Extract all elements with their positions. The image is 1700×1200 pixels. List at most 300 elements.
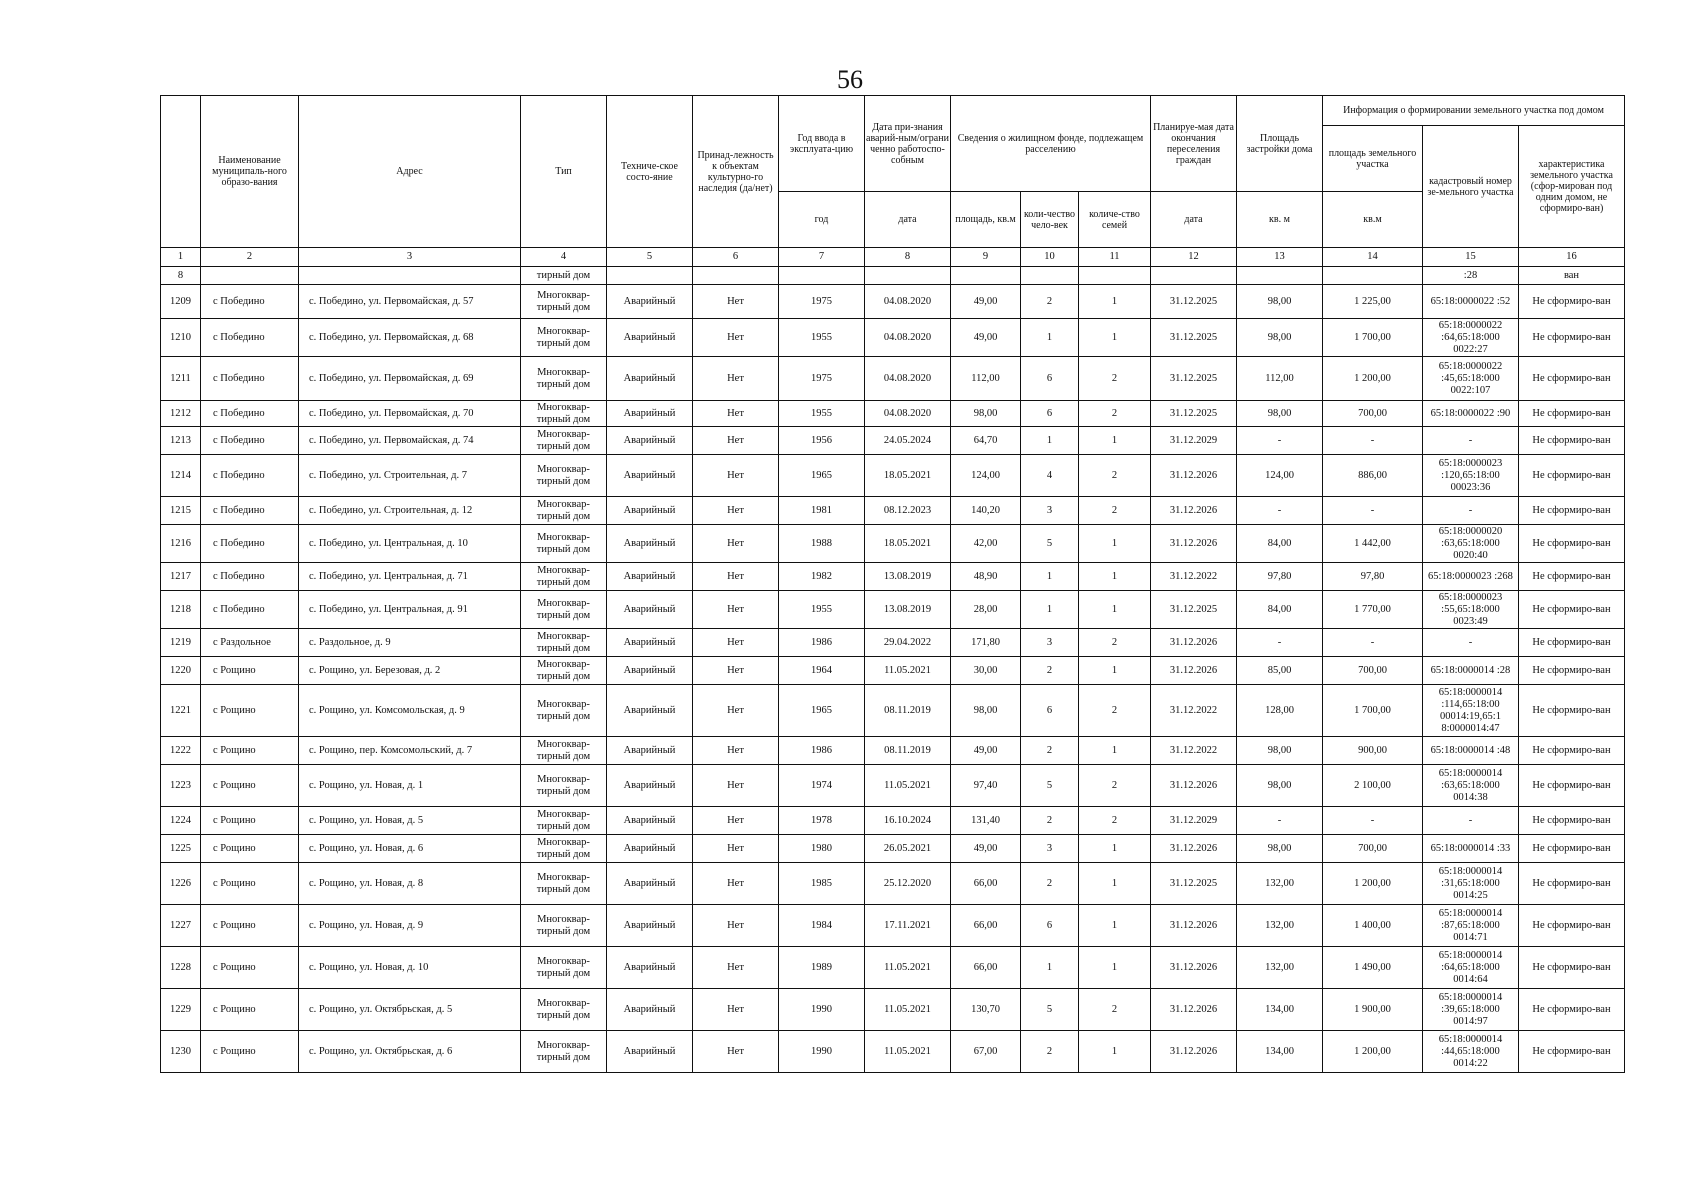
area-cell: 30,00 xyxy=(951,657,1021,685)
cadastral-cell: - xyxy=(1423,807,1519,835)
land-area-cell: 1 770,00 xyxy=(1323,591,1423,629)
families-cell: 1 xyxy=(1079,835,1151,863)
area-cell: 49,00 xyxy=(951,285,1021,319)
built-area-cell: 134,00 xyxy=(1237,1031,1323,1073)
cadastral-cell: 65:18:0000014 :87,65:18:000 0014:71 xyxy=(1423,905,1519,947)
column-number: 5 xyxy=(607,248,693,267)
table-row xyxy=(161,591,1625,629)
cadastral-cell: 65:18:0000022 :45,65:18:000 0022:107 xyxy=(1423,357,1519,401)
row-number: 1219 xyxy=(161,629,201,657)
land-char-cell: Не сформиро-ван xyxy=(1519,947,1625,989)
table-row xyxy=(161,427,1625,455)
condition-cell: Аварийный xyxy=(607,657,693,685)
condition-cell: Аварийный xyxy=(607,497,693,525)
built-area-cell: 98,00 xyxy=(1237,319,1323,357)
land-area-cell: 1 442,00 xyxy=(1323,525,1423,563)
header-cadastral: кадастровый номер зе-мельного участка xyxy=(1423,126,1519,248)
area-cell: 49,00 xyxy=(951,737,1021,765)
header-type: Тип xyxy=(521,96,607,248)
land-area-cell: 700,00 xyxy=(1323,835,1423,863)
families-cell: 2 xyxy=(1079,685,1151,737)
table-row xyxy=(161,525,1625,563)
land-area-cell: - xyxy=(1323,427,1423,455)
year-cell: 1982 xyxy=(779,563,865,591)
header-built-unit: кв. м xyxy=(1237,192,1323,248)
municipality-cell: с Рощино xyxy=(201,905,299,947)
row-number: 1228 xyxy=(161,947,201,989)
address-cell xyxy=(299,267,521,285)
cadastral-cell: - xyxy=(1423,427,1519,455)
date-cell: 08.12.2023 xyxy=(865,497,951,525)
column-number: 13 xyxy=(1237,248,1323,267)
heritage-cell: Нет xyxy=(693,835,779,863)
date-cell: 08.11.2019 xyxy=(865,685,951,737)
address-cell: с. Рощино, ул. Новая, д. 9 xyxy=(299,905,521,947)
row-number: 1215 xyxy=(161,497,201,525)
people-cell: 3 xyxy=(1021,629,1079,657)
plan-date-cell: 31.12.2029 xyxy=(1151,427,1237,455)
date-cell: 25.12.2020 xyxy=(865,863,951,905)
people-cell: 6 xyxy=(1021,685,1079,737)
municipality-cell: с Победино xyxy=(201,563,299,591)
cadastral-cell: 65:18:0000023 :55,65:18:000 0023:49 xyxy=(1423,591,1519,629)
date-cell: 13.08.2019 xyxy=(865,563,951,591)
heritage-cell: Нет xyxy=(693,685,779,737)
type-cell: Многоквар-тирный дом xyxy=(521,285,607,319)
plan-date-cell: 31.12.2022 xyxy=(1151,737,1237,765)
land-char-cell: Не сформиро-ван xyxy=(1519,285,1625,319)
families-cell: 1 xyxy=(1079,657,1151,685)
heritage-cell: Нет xyxy=(693,591,779,629)
land-char-cell: Не сформиро-ван xyxy=(1519,357,1625,401)
condition-cell: Аварийный xyxy=(607,357,693,401)
area-cell: 66,00 xyxy=(951,863,1021,905)
table-header xyxy=(161,96,1625,267)
row-number: 1221 xyxy=(161,685,201,737)
column-number: 12 xyxy=(1151,248,1237,267)
header-land-area: площадь земельного участка xyxy=(1323,126,1423,192)
built-area-cell: 132,00 xyxy=(1237,947,1323,989)
address-cell: с. Победино, ул. Центральная, д. 91 xyxy=(299,591,521,629)
municipality-cell: с Победино xyxy=(201,357,299,401)
families-cell: 1 xyxy=(1079,863,1151,905)
cadastral-cell: - xyxy=(1423,629,1519,657)
area-cell: 66,00 xyxy=(951,947,1021,989)
plan-date-cell: 31.12.2026 xyxy=(1151,497,1237,525)
housing-register-table xyxy=(160,95,1625,1073)
header-num xyxy=(161,96,201,248)
cadastral-cell: 65:18:0000014 :33 xyxy=(1423,835,1519,863)
municipality-cell: с Рощино xyxy=(201,765,299,807)
heritage-cell: Нет xyxy=(693,1031,779,1073)
built-area-cell: 132,00 xyxy=(1237,863,1323,905)
date-cell: 24.05.2024 xyxy=(865,427,951,455)
row-number: 1212 xyxy=(161,401,201,427)
row-number: 1230 xyxy=(161,1031,201,1073)
year-cell: 1955 xyxy=(779,401,865,427)
heritage-cell: Нет xyxy=(693,989,779,1031)
area-cell: 131,40 xyxy=(951,807,1021,835)
address-cell: с. Рощино, ул. Октябрьская, д. 5 xyxy=(299,989,521,1031)
people-cell: 6 xyxy=(1021,401,1079,427)
land-char-cell: Не сформиро-ван xyxy=(1519,685,1625,737)
heritage-cell: Нет xyxy=(693,563,779,591)
families-cell: 2 xyxy=(1079,357,1151,401)
people-cell xyxy=(1021,267,1079,285)
type-cell: Многоквар-тирный дом xyxy=(521,657,607,685)
plan-date-cell: 31.12.2026 xyxy=(1151,765,1237,807)
families-cell: 2 xyxy=(1079,497,1151,525)
families-cell: 1 xyxy=(1079,563,1151,591)
municipality-cell: с Победино xyxy=(201,455,299,497)
municipality-cell: с Рощино xyxy=(201,947,299,989)
date-cell: 13.08.2019 xyxy=(865,591,951,629)
date-cell: 11.05.2021 xyxy=(865,765,951,807)
header-plan-group: Планируе-мая дата окончания переселения граждан xyxy=(1151,96,1237,192)
address-cell: с. Победино, ул. Центральная, д. 10 xyxy=(299,525,521,563)
families-cell xyxy=(1079,267,1151,285)
people-cell: 6 xyxy=(1021,357,1079,401)
address-cell: с. Победино, ул. Первомайская, д. 69 xyxy=(299,357,521,401)
built-area-cell: - xyxy=(1237,807,1323,835)
people-cell: 2 xyxy=(1021,863,1079,905)
header-heritage: Принад-лежность к объектам культурно-го наследия (да/нет) xyxy=(693,96,779,248)
date-cell: 04.08.2020 xyxy=(865,357,951,401)
land-char-cell: Не сформиро-ван xyxy=(1519,319,1625,357)
people-cell: 1 xyxy=(1021,319,1079,357)
table-row xyxy=(161,285,1625,319)
land-char-cell: Не сформиро-ван xyxy=(1519,563,1625,591)
people-cell: 5 xyxy=(1021,989,1079,1031)
land-area-cell: 700,00 xyxy=(1323,401,1423,427)
families-cell: 1 xyxy=(1079,591,1151,629)
condition-cell: Аварийный xyxy=(607,525,693,563)
cadastral-cell: - xyxy=(1423,497,1519,525)
type-cell: Многоквар-тирный дом xyxy=(521,497,607,525)
table-row xyxy=(161,401,1625,427)
land-char-cell: Не сформиро-ван xyxy=(1519,1031,1625,1073)
header-housing-group: Сведения о жилищном фонде, подлежащем расселению xyxy=(951,96,1151,192)
built-area-cell: 98,00 xyxy=(1237,737,1323,765)
plan-date-cell: 31.12.2022 xyxy=(1151,563,1237,591)
date-cell: 11.05.2021 xyxy=(865,1031,951,1073)
year-cell: 1964 xyxy=(779,657,865,685)
plan-date-cell: 31.12.2026 xyxy=(1151,455,1237,497)
year-cell: 1978 xyxy=(779,807,865,835)
date-cell: 04.08.2020 xyxy=(865,285,951,319)
condition-cell: Аварийный xyxy=(607,1031,693,1073)
condition-cell: Аварийный xyxy=(607,427,693,455)
header-year: год xyxy=(779,192,865,248)
heritage-cell: Нет xyxy=(693,497,779,525)
year-cell: 1988 xyxy=(779,525,865,563)
people-cell: 2 xyxy=(1021,285,1079,319)
type-cell: Многоквар-тирный дом xyxy=(521,737,607,765)
area-cell: 97,40 xyxy=(951,765,1021,807)
date-cell: 04.08.2020 xyxy=(865,319,951,357)
plan-date-cell: 31.12.2025 xyxy=(1151,591,1237,629)
address-cell: с. Рощино, ул. Новая, д. 5 xyxy=(299,807,521,835)
column-number: 6 xyxy=(693,248,779,267)
condition-cell: Аварийный xyxy=(607,285,693,319)
condition-cell: Аварийный xyxy=(607,863,693,905)
type-cell: Многоквар-тирный дом xyxy=(521,989,607,1031)
table-row xyxy=(161,629,1625,657)
table-row xyxy=(161,905,1625,947)
plan-date-cell: 31.12.2025 xyxy=(1151,357,1237,401)
built-area-cell: 84,00 xyxy=(1237,591,1323,629)
address-cell: с. Победино, ул. Первомайская, д. 70 xyxy=(299,401,521,427)
condition-cell: Аварийный xyxy=(607,905,693,947)
header-condition: Техниче-ское состо-яние xyxy=(607,96,693,248)
cadastral-cell: 65:18:0000022 :90 xyxy=(1423,401,1519,427)
table-row xyxy=(161,765,1625,807)
date-cell: 17.11.2021 xyxy=(865,905,951,947)
heritage-cell: Нет xyxy=(693,657,779,685)
type-cell: Многоквар-тирный дом xyxy=(521,765,607,807)
cadastral-cell: 65:18:0000014 :114,65:18:00 00014:19,65:1 8:0000014:47 xyxy=(1423,685,1519,737)
condition-cell: Аварийный xyxy=(607,947,693,989)
plan-date-cell: 31.12.2022 xyxy=(1151,685,1237,737)
table-row xyxy=(161,357,1625,401)
land-area-cell: 1 200,00 xyxy=(1323,863,1423,905)
type-cell: Многоквар-тирный дом xyxy=(521,357,607,401)
land-area-cell: 1 225,00 xyxy=(1323,285,1423,319)
people-cell: 3 xyxy=(1021,835,1079,863)
cadastral-cell: 65:18:0000014 :39,65:18:000 0014:97 xyxy=(1423,989,1519,1031)
area-cell: 48,90 xyxy=(951,563,1021,591)
plan-date-cell: 31.12.2026 xyxy=(1151,1031,1237,1073)
year-cell: 1980 xyxy=(779,835,865,863)
date-cell: 11.05.2021 xyxy=(865,989,951,1031)
land-char-cell: Не сформиро-ван xyxy=(1519,427,1625,455)
heritage-cell: Нет xyxy=(693,319,779,357)
plan-date-cell xyxy=(1151,267,1237,285)
area-cell xyxy=(951,267,1021,285)
header-year-group: Год ввода в эксплуата-цию xyxy=(779,96,865,192)
table-row xyxy=(161,455,1625,497)
page-number: 56 xyxy=(837,65,863,94)
row-number: 1211 xyxy=(161,357,201,401)
plan-date-cell: 31.12.2025 xyxy=(1151,285,1237,319)
people-cell: 5 xyxy=(1021,525,1079,563)
built-area-cell: 132,00 xyxy=(1237,905,1323,947)
type-cell: Многоквар-тирный дом xyxy=(521,1031,607,1073)
row-number: 1217 xyxy=(161,563,201,591)
land-char-cell: Не сформиро-ван xyxy=(1519,807,1625,835)
heritage-cell: Нет xyxy=(693,357,779,401)
families-cell: 1 xyxy=(1079,737,1151,765)
municipality-cell: с Победино xyxy=(201,427,299,455)
land-char-cell: Не сформиро-ван xyxy=(1519,989,1625,1031)
land-char-cell: Не сформиро-ван xyxy=(1519,737,1625,765)
condition-cell: Аварийный xyxy=(607,989,693,1031)
column-number: 11 xyxy=(1079,248,1151,267)
families-cell: 1 xyxy=(1079,319,1151,357)
row-number: 1216 xyxy=(161,525,201,563)
area-cell: 42,00 xyxy=(951,525,1021,563)
land-area-cell: 97,80 xyxy=(1323,563,1423,591)
plan-date-cell: 31.12.2026 xyxy=(1151,989,1237,1031)
built-area-cell: - xyxy=(1237,497,1323,525)
heritage-cell: Нет xyxy=(693,737,779,765)
municipality-cell: с Рощино xyxy=(201,657,299,685)
row-number: 1225 xyxy=(161,835,201,863)
land-area-cell: 1 400,00 xyxy=(1323,905,1423,947)
address-cell: с. Рощино, ул. Новая, д. 10 xyxy=(299,947,521,989)
address-cell: с. Рощино, ул. Новая, д. 6 xyxy=(299,835,521,863)
people-cell: 1 xyxy=(1021,947,1079,989)
column-number: 7 xyxy=(779,248,865,267)
type-cell: Многоквар-тирный дом xyxy=(521,947,607,989)
condition-cell: Аварийный xyxy=(607,591,693,629)
built-area-cell: 98,00 xyxy=(1237,835,1323,863)
land-area-cell: 1 200,00 xyxy=(1323,1031,1423,1073)
year-cell: 1975 xyxy=(779,285,865,319)
address-cell: с. Рощино, пер. Комсомольский, д. 7 xyxy=(299,737,521,765)
header-land-group: Информация о формировании земельного участка под домом xyxy=(1323,96,1625,126)
land-char-cell: Не сформиро-ван xyxy=(1519,863,1625,905)
area-cell: 49,00 xyxy=(951,835,1021,863)
land-area-cell: 1 900,00 xyxy=(1323,989,1423,1031)
families-cell: 1 xyxy=(1079,525,1151,563)
cadastral-cell: 65:18:0000014 :28 xyxy=(1423,657,1519,685)
table-body xyxy=(161,267,1625,1073)
heritage-cell: Нет xyxy=(693,863,779,905)
municipality-cell: с Победино xyxy=(201,525,299,563)
condition-cell: Аварийный xyxy=(607,807,693,835)
plan-date-cell: 31.12.2026 xyxy=(1151,905,1237,947)
land-char-cell: Не сформиро-ван xyxy=(1519,835,1625,863)
plan-date-cell: 31.12.2026 xyxy=(1151,947,1237,989)
condition-cell: Аварийный xyxy=(607,455,693,497)
type-cell: Многоквар-тирный дом xyxy=(521,629,607,657)
heritage-cell: Нет xyxy=(693,629,779,657)
municipality-cell: с Рощино xyxy=(201,863,299,905)
type-cell: тирный дом xyxy=(521,267,607,285)
column-number: 16 xyxy=(1519,248,1625,267)
column-number: 15 xyxy=(1423,248,1519,267)
cadastral-cell: 65:18:0000023 :268 xyxy=(1423,563,1519,591)
year-cell: 1955 xyxy=(779,319,865,357)
area-cell: 98,00 xyxy=(951,401,1021,427)
year-cell: 1990 xyxy=(779,1031,865,1073)
type-cell: Многоквар-тирный дом xyxy=(521,863,607,905)
condition-cell: Аварийный xyxy=(607,765,693,807)
column-number: 2 xyxy=(201,248,299,267)
header-area: площадь, кв.м xyxy=(951,192,1021,248)
land-char-cell: Не сформиро-ван xyxy=(1519,525,1625,563)
area-cell: 49,00 xyxy=(951,319,1021,357)
land-area-cell: 2 100,00 xyxy=(1323,765,1423,807)
built-area-cell: - xyxy=(1237,427,1323,455)
land-area-cell xyxy=(1323,267,1423,285)
year-cell: 1989 xyxy=(779,947,865,989)
date-cell: 26.05.2021 xyxy=(865,835,951,863)
land-char-cell: Не сформиро-ван xyxy=(1519,455,1625,497)
people-cell: 2 xyxy=(1021,807,1079,835)
type-cell: Многоквар-тирный дом xyxy=(521,807,607,835)
table-row xyxy=(161,863,1625,905)
row-number: 1209 xyxy=(161,285,201,319)
land-char-cell: ван xyxy=(1519,267,1625,285)
land-char-cell: Не сформиро-ван xyxy=(1519,765,1625,807)
type-cell: Многоквар-тирный дом xyxy=(521,563,607,591)
built-area-cell: 134,00 xyxy=(1237,989,1323,1031)
address-cell: с. Победино, ул. Центральная, д. 71 xyxy=(299,563,521,591)
address-cell: с. Победино, ул. Первомайская, д. 74 xyxy=(299,427,521,455)
table-row xyxy=(161,267,1625,285)
year-cell: 1986 xyxy=(779,629,865,657)
type-cell: Многоквар-тирный дом xyxy=(521,319,607,357)
plan-date-cell: 31.12.2026 xyxy=(1151,629,1237,657)
cadastral-cell: 65:18:0000014 :63,65:18:000 0014:38 xyxy=(1423,765,1519,807)
address-cell: с. Рощино, ул. Березовая, д. 2 xyxy=(299,657,521,685)
heritage-cell: Нет xyxy=(693,401,779,427)
condition-cell: Аварийный xyxy=(607,319,693,357)
built-area-cell: 124,00 xyxy=(1237,455,1323,497)
row-number: 1210 xyxy=(161,319,201,357)
row-number: 1222 xyxy=(161,737,201,765)
municipality-cell: с Победино xyxy=(201,401,299,427)
people-cell: 1 xyxy=(1021,591,1079,629)
condition-cell: Аварийный xyxy=(607,685,693,737)
built-area-cell: 97,80 xyxy=(1237,563,1323,591)
date-cell: 08.11.2019 xyxy=(865,737,951,765)
families-cell: 2 xyxy=(1079,765,1151,807)
families-cell: 2 xyxy=(1079,629,1151,657)
heritage-cell: Нет xyxy=(693,947,779,989)
plan-date-cell: 31.12.2025 xyxy=(1151,319,1237,357)
year-cell: 1990 xyxy=(779,989,865,1031)
built-area-cell: 98,00 xyxy=(1237,285,1323,319)
row-number: 1218 xyxy=(161,591,201,629)
address-cell: с. Рощино, ул. Октябрьская, д. 6 xyxy=(299,1031,521,1073)
municipality-cell: с Рощино xyxy=(201,807,299,835)
municipality-cell: с Рощино xyxy=(201,1031,299,1073)
plan-date-cell: 31.12.2026 xyxy=(1151,657,1237,685)
row-number: 1214 xyxy=(161,455,201,497)
area-cell: 171,80 xyxy=(951,629,1021,657)
table-row xyxy=(161,835,1625,863)
land-area-cell: 1 490,00 xyxy=(1323,947,1423,989)
families-cell: 1 xyxy=(1079,905,1151,947)
column-number: 14 xyxy=(1323,248,1423,267)
municipality-cell: с Рощино xyxy=(201,685,299,737)
type-cell: Многоквар-тирный дом xyxy=(521,591,607,629)
row-number: 1224 xyxy=(161,807,201,835)
area-cell: 28,00 xyxy=(951,591,1021,629)
year-cell: 1975 xyxy=(779,357,865,401)
type-cell: Многоквар-тирный дом xyxy=(521,525,607,563)
land-char-cell: Не сформиро-ван xyxy=(1519,401,1625,427)
people-cell: 1 xyxy=(1021,427,1079,455)
type-cell: Многоквар-тирный дом xyxy=(521,401,607,427)
land-char-cell: Не сформиро-ван xyxy=(1519,629,1625,657)
families-cell: 1 xyxy=(1079,947,1151,989)
year-cell: 1981 xyxy=(779,497,865,525)
heritage-cell: Нет xyxy=(693,905,779,947)
built-area-cell: - xyxy=(1237,629,1323,657)
year-cell: 1965 xyxy=(779,455,865,497)
date-cell: 11.05.2021 xyxy=(865,947,951,989)
condition-cell xyxy=(607,267,693,285)
area-cell: 98,00 xyxy=(951,685,1021,737)
area-cell: 64,70 xyxy=(951,427,1021,455)
condition-cell: Аварийный xyxy=(607,835,693,863)
area-cell: 112,00 xyxy=(951,357,1021,401)
column-number: 9 xyxy=(951,248,1021,267)
